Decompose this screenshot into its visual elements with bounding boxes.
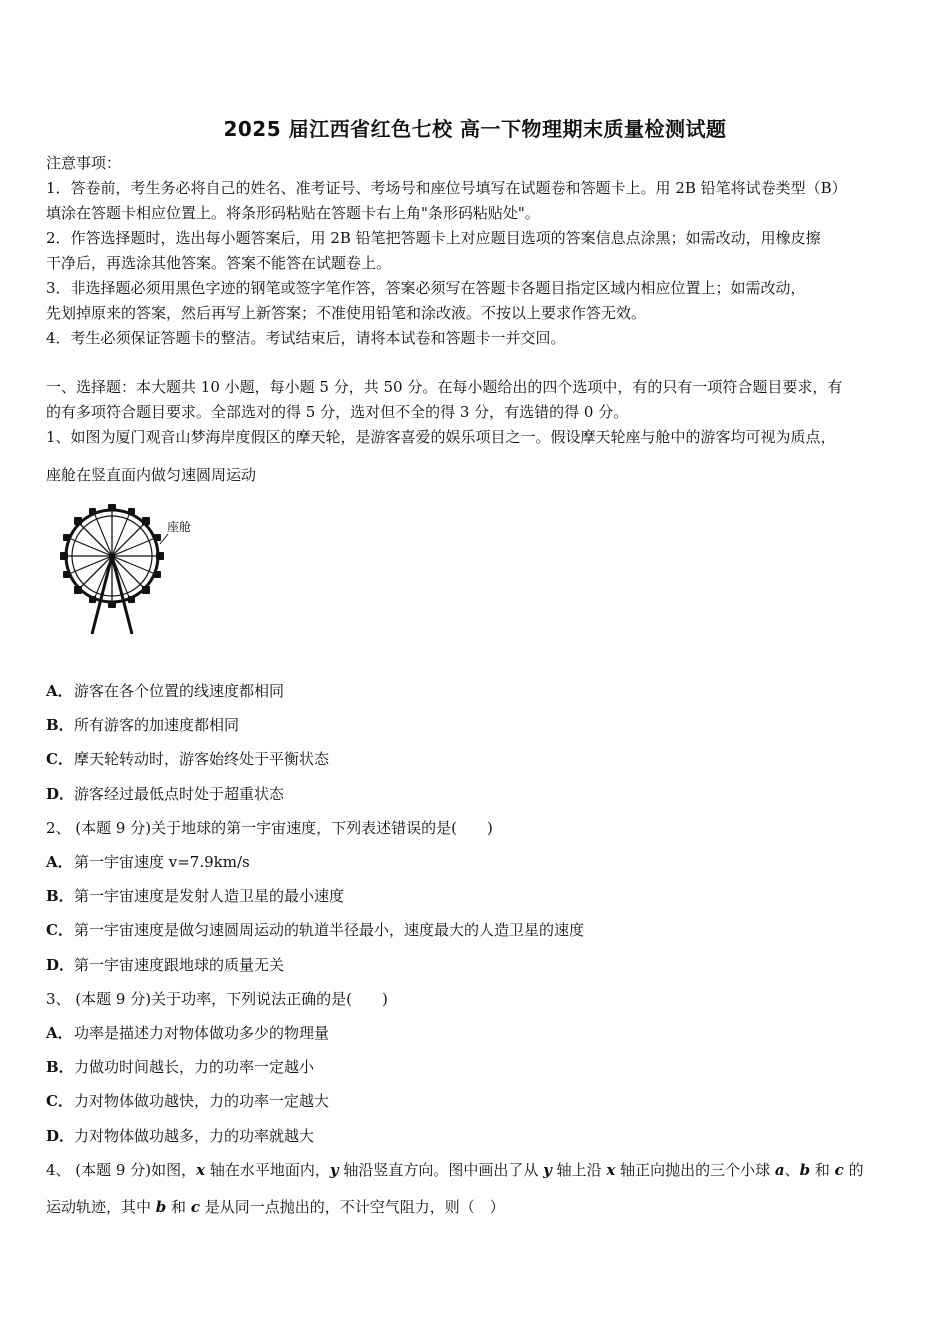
q3-option-c: C．力对物体做功越快，力的功率一定越大 bbox=[46, 1092, 330, 1110]
q2-option-b: B．第一宇宙速度是发射人造卫星的最小速度 bbox=[46, 887, 345, 905]
q3-stem: 3、 (本题 9 分)关于功率，下列说法正确的是( ) bbox=[46, 990, 388, 1008]
notice-line: 填涂在答题卡相应位置上。将条形码粘贴在答题卡右上角"条形码粘贴处"。 bbox=[46, 204, 540, 222]
q1-stem: 1、如图为厦门观音山梦海岸度假区的摩天轮，是游客喜爱的娱乐项目之一。假设摩天轮座与舱中的游客均可视为质点， bbox=[46, 428, 836, 446]
q1-option-a: A．游客在各个位置的线速度都相同 bbox=[46, 682, 285, 700]
notice-line: 1．答卷前，考生务必将自己的姓名、准考证号、考场号和座位号填写在试题卷和答题卡上。用 2B 铅笔将试卷类型（B） bbox=[46, 179, 847, 197]
q2-option-c: C．第一宇宙速度是做匀速圆周运动的轨道半径最小，速度最大的人造卫星的速度 bbox=[46, 921, 585, 939]
q2-stem: 2、 (本题 9 分)关于地球的第一宇宙速度，下列表述错误的是( ) bbox=[46, 819, 493, 837]
q2-option-a: A．第一宇宙速度 v=7.9km/s bbox=[46, 853, 250, 871]
q1-option-c: C．摩天轮转动时，游客始终处于平衡状态 bbox=[46, 750, 330, 768]
ferris-wheel-figure bbox=[50, 500, 200, 638]
notice-line: 4．考生必须保证答题卡的整洁。考试结束后，请将本试卷和答题卡一并交回。 bbox=[46, 329, 566, 347]
q1-option-b: B．所有游客的加速度都相同 bbox=[46, 716, 240, 734]
section-intro: 的有多项符合题目要求。全部选对的得 5 分，选对但不全的得 3 分，有选错的得 0 分。 bbox=[46, 403, 629, 421]
section-intro: 一、选择题：本大题共 10 小题，每小题 5 分，共 50 分。在每小题给出的四个选项中，有的只有一项符合题目要求，有 bbox=[46, 378, 843, 396]
figure-label: 座舱 bbox=[167, 520, 192, 534]
q1-option-d: D．游客经过最低点时处于超重状态 bbox=[46, 785, 285, 803]
q1-stem: 座舱在竖直面内做匀速圆周运动 bbox=[46, 466, 257, 484]
notice-line: 先划掉原来的答案，然后再写上新答案；不准使用铅笔和涂改液。不按以上要求作答无效。 bbox=[46, 304, 647, 322]
notice-line: 3．非选择题必须用黑色字迹的钢笔或签字笔作答，答案必须写在答题卡各题目指定区域内相应位置上；如需改动， bbox=[46, 279, 806, 297]
q3-option-d: D．力对物体做功越多，力的功率就越大 bbox=[46, 1127, 315, 1145]
notice-line: 干净后，再选涂其他答案。答案不能答在试题卷上。 bbox=[46, 254, 392, 272]
page-title: 2025 届江西省红色七校 高一下物理期末质量检测试题 bbox=[223, 117, 727, 141]
q3-option-b: B．力做功时间越长，力的功率一定越小 bbox=[46, 1058, 315, 1076]
q3-option-a: A．功率是描述力对物体做功多少的物理量 bbox=[46, 1024, 330, 1042]
notice-heading: 注意事项： bbox=[46, 154, 122, 172]
notice-line: 2．作答选择题时，选出每小题答案后，用 2B 铅笔把答题卡上对应题目选项的答案信息点涂黑；如需改动，用橡皮擦 bbox=[46, 229, 821, 247]
q4-stem: 运动轨迹，其中 b 和 c 是从同一点抛出的，不计空气阻力，则（ ） bbox=[46, 1198, 505, 1216]
q4-stem: 4、 (本题 9 分)如图，x 轴在水平地面内，y 轴沿竖直方向。图中画出了从 y 轴上沿 x 轴正向抛出的三个小球 a、b 和 c 的 bbox=[46, 1161, 864, 1179]
q2-option-d: D．第一宇宙速度跟地球的质量无关 bbox=[46, 956, 285, 974]
